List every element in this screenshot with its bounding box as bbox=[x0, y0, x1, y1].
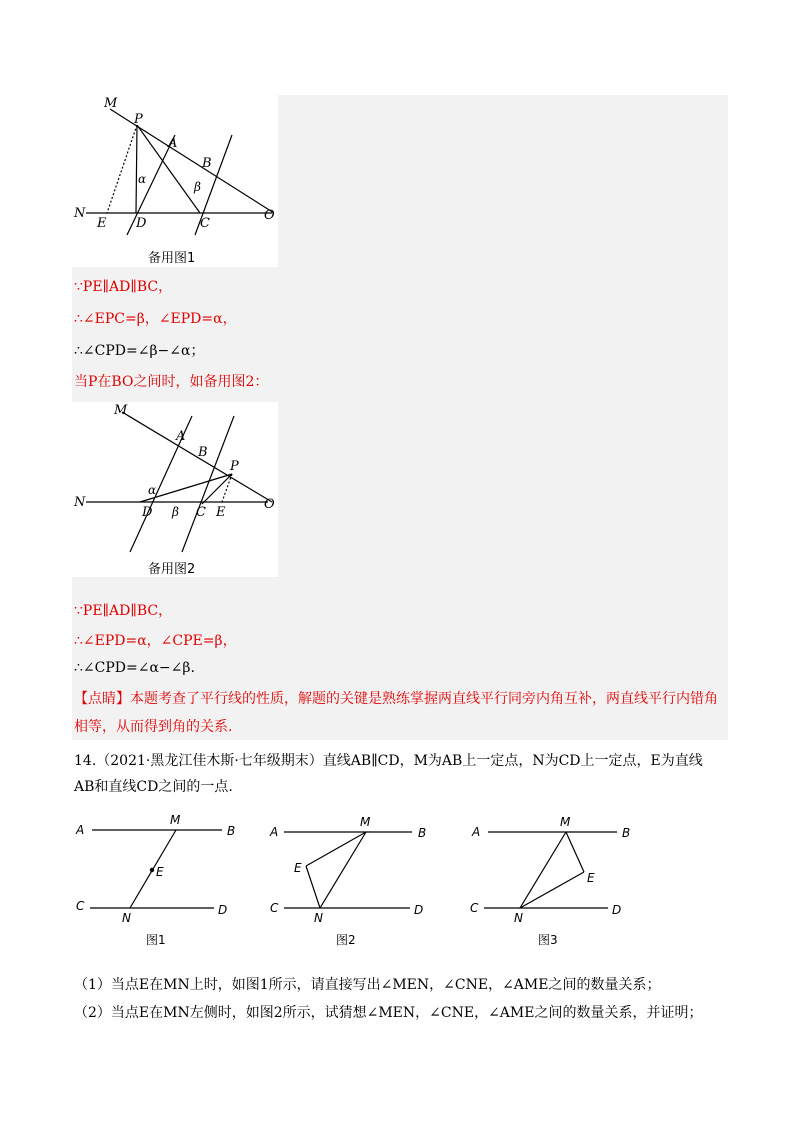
solution1-line3: ∴∠CPD=∠β−∠α； bbox=[74, 343, 205, 359]
svg-text:E: E bbox=[156, 865, 164, 879]
label-b: B bbox=[198, 445, 208, 460]
label-m: M bbox=[114, 403, 128, 418]
svg-text:B: B bbox=[227, 824, 236, 838]
svg-text:A: A bbox=[472, 825, 481, 839]
point-e-fig1 bbox=[150, 868, 154, 872]
figure-2-caption: 备用图2 bbox=[148, 562, 196, 577]
label-e: E bbox=[97, 216, 107, 231]
label-n: N bbox=[74, 206, 86, 221]
solution2-comment-line1 bbox=[74, 688, 718, 708]
svg-text:M: M bbox=[360, 815, 371, 829]
label-m: M bbox=[104, 96, 118, 111]
solution2-line1: ∵PE∥AD∥BC， bbox=[74, 603, 173, 619]
svg-text:N: N bbox=[314, 911, 323, 925]
line-bc bbox=[182, 416, 234, 552]
label-beta: β bbox=[194, 180, 201, 194]
segment-pd bbox=[136, 125, 137, 213]
problem14-diagrams bbox=[72, 810, 642, 950]
segment-pe bbox=[107, 125, 137, 213]
svg-text:C: C bbox=[76, 899, 85, 913]
label-p: P bbox=[134, 112, 143, 127]
solution2-comment-line2: 相等，从而得到角的关系. bbox=[74, 719, 233, 735]
figure-1-caption: 备用图1 bbox=[148, 251, 196, 266]
svg-text:E: E bbox=[587, 871, 595, 885]
label-d: D bbox=[136, 216, 147, 231]
solution1-line2: ∴∠EPC=β，∠EPD=α， bbox=[74, 311, 237, 327]
label-n: N bbox=[74, 495, 86, 510]
svg-text:E: E bbox=[294, 861, 302, 875]
label-p: P bbox=[230, 459, 239, 474]
line-mo bbox=[122, 412, 272, 502]
comment-text: 本题考查了平行线的性质，解题的关键是熟练掌握两直线平行同旁内角互补，两直线平行内错角 bbox=[130, 691, 718, 707]
label-a: A bbox=[176, 429, 186, 444]
svg-text:M: M bbox=[170, 813, 181, 827]
label-alpha: α bbox=[148, 483, 157, 497]
fig2-caption: 图2 bbox=[336, 933, 356, 947]
label-alpha: α bbox=[138, 172, 147, 186]
label-a: A bbox=[168, 136, 178, 151]
svg-text:D: D bbox=[218, 903, 228, 917]
figure-1-diagram bbox=[72, 95, 278, 267]
solution1-line4: 当P在BO之间时，如备用图2： bbox=[74, 374, 269, 390]
problem14-line1: 14.（2021·黑龙江佳木斯·七年级期末）直线AB∥CD，M为AB上一定点，N为CD上一定点，E为直线 bbox=[74, 753, 703, 769]
svg-text:N: N bbox=[122, 911, 131, 925]
fig1-caption: 图1 bbox=[146, 933, 166, 947]
svg-text:A: A bbox=[270, 825, 279, 839]
svg-text:B: B bbox=[622, 826, 631, 840]
fig3-caption: 图3 bbox=[538, 933, 558, 947]
solution2-line3: ∴∠CPD=∠α−∠β. bbox=[74, 660, 195, 676]
label-c: C bbox=[200, 216, 210, 231]
solution1-line1: ∵PE∥AD∥BC， bbox=[74, 279, 173, 295]
problem14-figures bbox=[72, 810, 642, 950]
label-c: C bbox=[196, 505, 206, 520]
svg-text:D: D bbox=[414, 903, 424, 917]
problem14-line2: AB和直线CD之间的一点. bbox=[74, 779, 233, 795]
label-b: B bbox=[202, 156, 212, 171]
solution2-line2: ∴∠EPD=α，∠CPE=β， bbox=[74, 633, 237, 649]
problem14-question2: （2）当点E在MN左侧时，如图2所示，试猜想∠MEN，∠CNE，∠AME之间的数量关系，并证明； bbox=[74, 1005, 703, 1021]
label-o: O bbox=[264, 497, 275, 512]
label-o: O bbox=[264, 208, 275, 223]
problem14-question1: （1）当点E在MN上时，如图1所示，请直接写出∠MEN，∠CNE，∠AME之间的数量关系； bbox=[74, 977, 661, 993]
label-d: D bbox=[142, 505, 153, 520]
svg-text:M: M bbox=[560, 815, 571, 829]
svg-text:A: A bbox=[76, 823, 85, 837]
svg-text:C: C bbox=[470, 901, 479, 915]
figure-1 bbox=[72, 95, 278, 267]
comment-tag: 【点睛】 bbox=[74, 691, 130, 707]
svg-text:C: C bbox=[270, 901, 279, 915]
label-e: E bbox=[216, 505, 226, 520]
label-beta: β bbox=[172, 505, 179, 519]
svg-text:B: B bbox=[418, 826, 427, 840]
figure-2-diagram bbox=[72, 402, 278, 577]
svg-text:D: D bbox=[612, 903, 622, 917]
figure-2 bbox=[72, 402, 278, 577]
svg-text:N: N bbox=[514, 911, 523, 925]
